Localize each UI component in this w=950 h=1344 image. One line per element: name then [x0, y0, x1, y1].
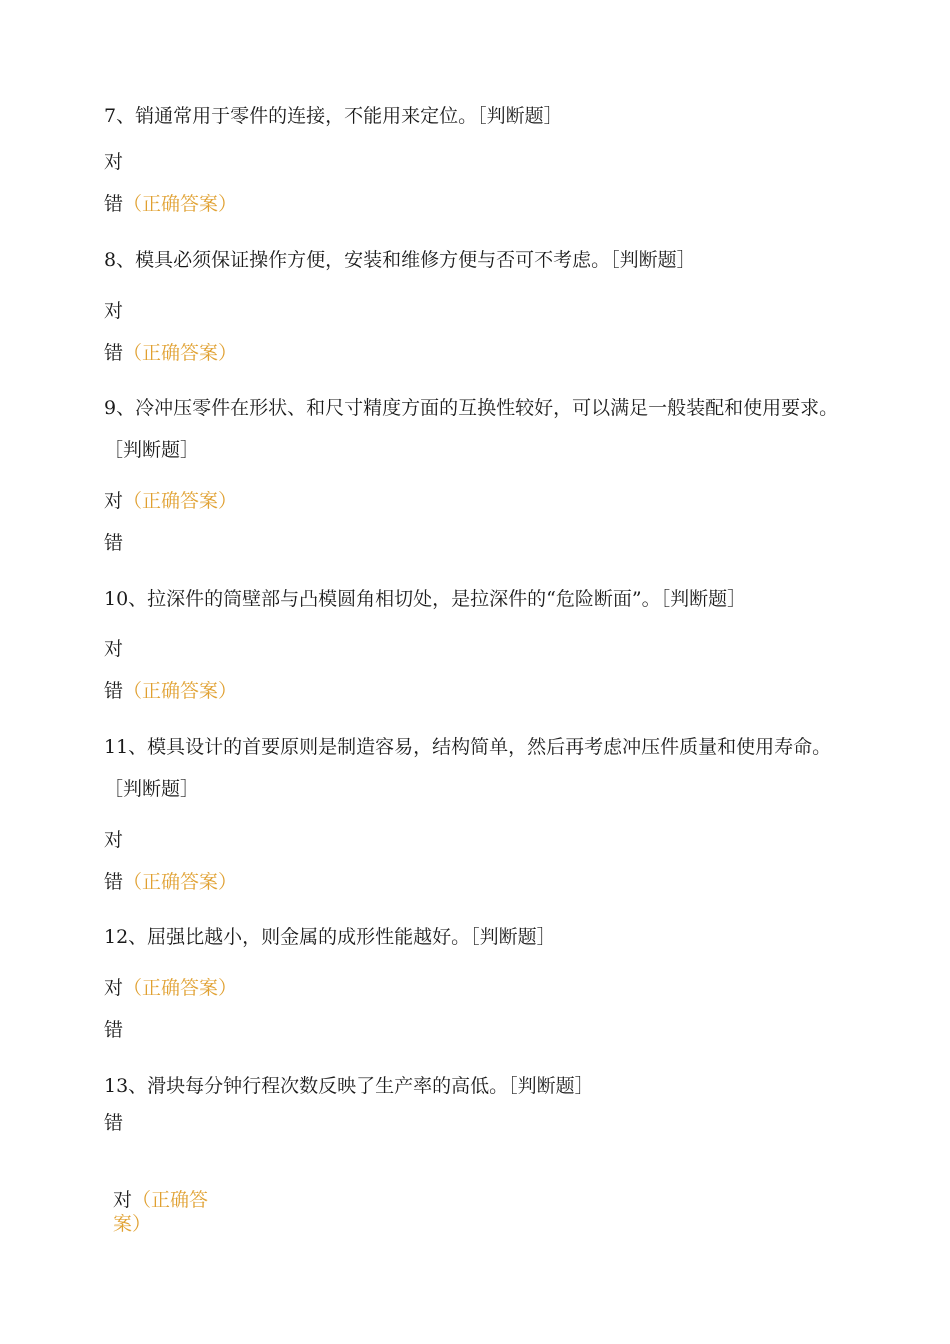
option-label: 对: [104, 829, 124, 851]
question-10-option-b[interactable]: [104, 679, 237, 703]
option-label: 对: [104, 300, 124, 322]
question-8-option-b[interactable]: [104, 341, 237, 365]
question-8-text: 8、模具必须保证操作方便，安装和维修方便与否可不考虑。［判断题］: [104, 249, 696, 271]
option-label: 对: [104, 977, 124, 999]
question-13-text: 13、滑块每分钟行程次数反映了生产率的高低。［判断题］: [104, 1075, 594, 1097]
question-9-option-a[interactable]: [104, 489, 237, 513]
correct-answer-mark: （正确答案）: [123, 680, 238, 702]
option-label: 对: [104, 638, 124, 660]
option-label: 对: [113, 1189, 133, 1211]
option-label: 错: [104, 532, 124, 554]
correct-answer-mark: （正确答案）: [123, 342, 238, 364]
question-11-text: 11、模具设计的首要原则是制造容易，结构简单，然后再考虑冲压件质量和使用寿命。［判断题］: [104, 736, 832, 800]
question-11-option-a[interactable]: [104, 828, 123, 852]
question-7-text: 7、销通常用于零件的连接，不能用来定位。［判断题］: [104, 105, 563, 127]
correct-answer-mark: （正确答案）: [123, 490, 238, 512]
option-label: 错: [104, 193, 124, 215]
option-label: 错: [104, 1112, 124, 1134]
question-8-option-a[interactable]: [104, 299, 123, 323]
question-12-option-a[interactable]: [104, 976, 237, 1000]
question-7-option-b[interactable]: [104, 192, 237, 216]
option-label: 错: [104, 871, 124, 893]
question-11-option-b[interactable]: [104, 870, 237, 894]
question-10-text: 10、拉深件的筒壁部与凸模圆角相切处，是拉深件的“危险断面”。［判断题］: [104, 588, 747, 610]
question-9-text: 9、冷冲压零件在形状、和尺寸精度方面的互换性较好，可以满足一般装配和使用要求。［判断题］: [104, 397, 839, 461]
option-label: 错: [104, 680, 124, 702]
correct-answer-mark: （正确答案）: [113, 1189, 209, 1235]
correct-answer-mark: （正确答案）: [123, 193, 238, 215]
question-13-option-b[interactable]: [113, 1188, 217, 1236]
question-13-option-a[interactable]: [104, 1111, 123, 1135]
correct-answer-mark: （正确答案）: [123, 871, 238, 893]
question-12-text: 12、屈强比越小，则金属的成形性能越好。［判断题］: [104, 926, 556, 948]
option-label: 对: [104, 490, 124, 512]
question-12-option-b[interactable]: [104, 1018, 123, 1042]
option-label: 对: [104, 151, 124, 173]
question-7-option-a[interactable]: [104, 150, 123, 174]
option-label: 错: [104, 342, 124, 364]
question-10-option-a[interactable]: [104, 637, 123, 661]
correct-answer-mark: （正确答案）: [123, 977, 238, 999]
question-9-option-b[interactable]: [104, 531, 123, 555]
option-label: 错: [104, 1019, 124, 1041]
